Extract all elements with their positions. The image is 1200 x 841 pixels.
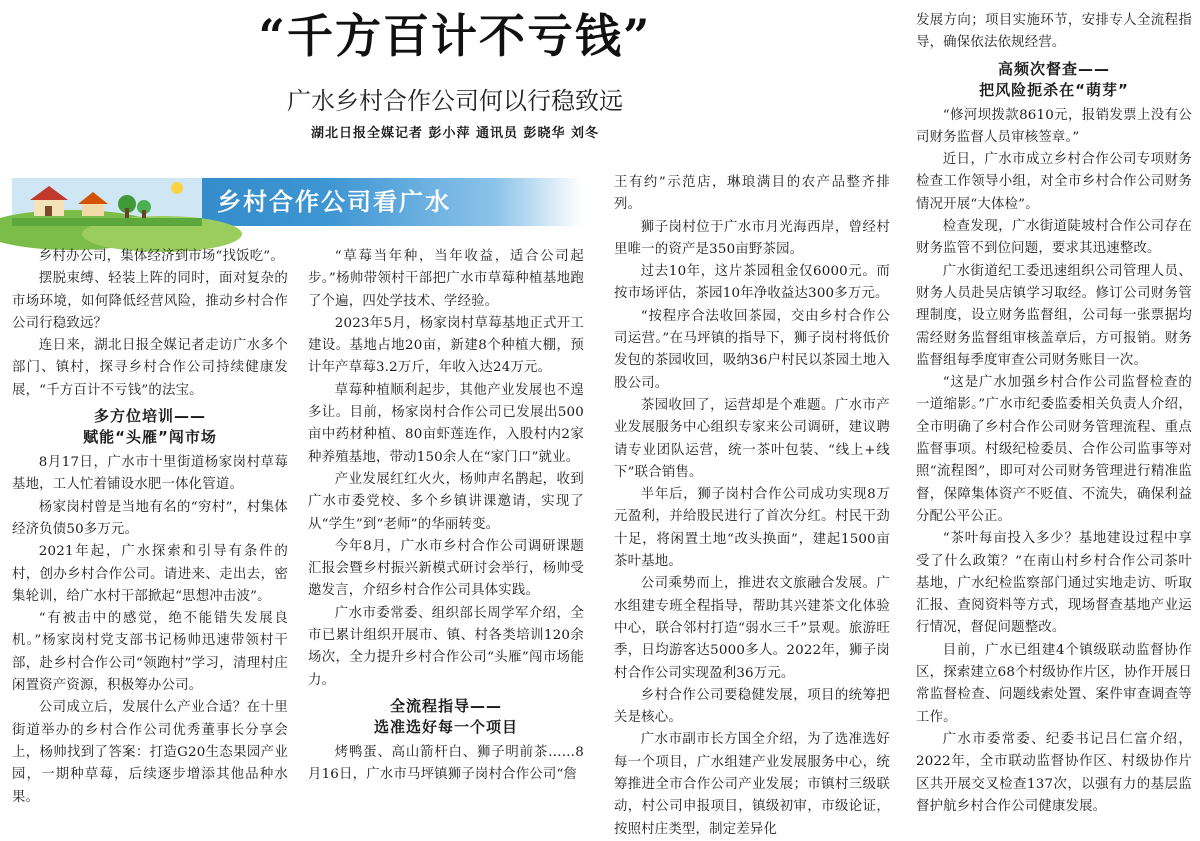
section-heading-guidance: [308, 696, 584, 738]
paragraph: 乡村办公司，集体经济到市场“找饭吃”。: [38, 249, 284, 264]
paragraph: 半年后，狮子岗村合作公司成功实现8万元盈利，并给股民进行了首次分红。村民干劲十足，将闲置土地“改头换面”，建起1500亩茶叶基地。: [614, 487, 890, 570]
paragraph: 检查发现，广水街道陡坡村合作公司存在财务监管不到位问题，要求其迅速整改。: [916, 219, 1192, 257]
paragraph: 公司乘势而上，推进农文旅融合发展。广水组建专班全程指导，帮助其兴建茶文化体验中心，联合邻村打造“弱水三千”景观。旅游旺季，日均游客达5000多人。2022年，狮子岗村合作公司实现盈利36万元。: [614, 576, 890, 681]
paragraph: 今年8月，广水市乡村合作公司调研课题汇报会暨乡村振兴新模式研讨会举行，杨帅受邀发言，介绍乡村合作公司具体实践。: [308, 538, 584, 599]
headline-subtitle: 广水乡村合作公司何以行稳致远: [287, 87, 623, 115]
article-column-1: [12, 246, 288, 805]
section-banner: [12, 178, 582, 226]
section-heading-line: 全流程指导——: [389, 696, 502, 715]
paragraph: 广水市委常委、纪委书记吕仁富介绍，2022年，全市联动监督协作区、村级协作片区共开展交叉检查137次，以强有力的基层监督护航乡村合作公司健康发展。: [916, 731, 1192, 814]
paragraph: “这是广水加强乡村合作公司监督检查的一道缩影。”广水市纪委监委相关负责人介绍，全市明确了乡村合作公司财务管理流程、重点监督事项。村级纪检委员、合作公司监事等对照“流程图”，即可对公司财务管理进行精准监督，保障集体资产不贬值、不流失，确保利益分配公平公正。: [916, 375, 1192, 524]
paragraph: 狮子岗村位于广水市月光海西岸，曾经村里唯一的资产是350亩野茶园。: [614, 219, 890, 257]
paragraph: 广水街道纪工委迅速组织公司管理人员、财务人员赴吴店镇学习取经。修订公司财务管理制度，设立财务监督组，公司每一张票据均需经财务监督组审核盖章后，方可报销。财务监督组每季度审查公司财务账目一次。: [916, 263, 1192, 368]
paragraph: “按程序合法收回茶园，交由乡村合作公司运营。”在马坪镇的指导下，狮子岗村将低价发包的茶园收回，吸纳36户村民以茶园土地入股公司。: [614, 308, 890, 391]
paragraph: 杨家岗村曾是当地有名的“穷村”，村集体经济负债50多万元。: [12, 499, 288, 537]
paragraph: 近日，广水市成立乡村合作公司专项财务检查工作领导小组，对全市乡村合作公司财务情况开展“大体检”。: [916, 152, 1192, 212]
paragraph: 草莓种植顺利起步，其他产业发展也不遑多让。目前，杨家岗村合作公司已发展出500亩中药材种植、80亩虾莲连作，入股村内2家种养殖基地，带动150余人在“家门口”就业。: [308, 382, 584, 465]
section-heading-line: 把风险扼杀在“萌芽”: [979, 80, 1129, 99]
paragraph: 乡村合作公司要稳健发展，项目的统筹把关是核心。: [614, 687, 890, 726]
article-column-4: [916, 10, 1192, 814]
byline: 湖北日报全媒记者 彭小萍 通讯员 彭晓华 刘冬: [310, 126, 600, 141]
section-heading-supervision: [916, 59, 1192, 101]
paragraph: 产业发展红红火火，杨帅声名鹊起，收到广水市委党校、多个乡镇讲课邀请，实现了从“学生”到“老师”的华丽转变。: [308, 471, 584, 532]
paragraph: 8月17日，广水市十里街道杨家岗村草莓基地，工人忙着铺设水肥一体化管道。: [12, 455, 288, 493]
paragraph: “有被击中的感觉，绝不能错失发展良机。”杨家岗村党支部书记杨帅迅速带领村干部，赴乡村合作公司“领跑村”学习，清理村庄闲置资产资源，积极筹办公司。: [12, 611, 288, 694]
section-heading-line: 选准选好每一个项目: [373, 717, 518, 736]
paragraph: 2021年起，广水探索和引导有条件的村，创办乡村合作公司。请进来、走出去，密集轮训，给广水村干部掀起“思想冲击波”。: [12, 544, 288, 604]
headline-title: “千方百计不亏钱”: [258, 9, 652, 63]
paragraph: 广水市副市长方国全介绍，为了选准选好每一个项目，广水组建产业发展服务中心，统筹推进全市合作公司产业发展；市镇村三级联动，村公司申报项目，镇级初审，市级论证，按照村庄类型，制定差异化: [614, 732, 890, 837]
paragraph: “茶叶每亩投入多少？基地建设过程中享受了什么政策？”在南山村乡村合作公司茶叶基地，广水纪检监察部门通过实地走访、听取汇报、查阅资料等方式，现场督查基地产业运行情况，督促问题整改。: [916, 531, 1192, 636]
section-heading-line: 多方位培训——: [93, 407, 206, 426]
paragraph: 目前，广水已组建4个镇级联动监督协作区，探索建立68个村级协作片区，协作开展日常监督检查、问题线索处置、案件审查调查等工作。: [916, 642, 1192, 725]
paragraph: 连日来，湖北日报全媒记者走访广水多个部门、镇村，探寻乡村合作公司持续健康发展，“千方百计不亏钱”的法宝。: [12, 338, 288, 398]
banner-label: 乡村合作公司看广水: [217, 188, 451, 216]
article-column-3: [614, 172, 890, 837]
section-heading-line: 赋能“头雁”闯市场: [83, 428, 217, 447]
paragraph: 过去10年，这片茶园租金仅6000元。而按市场评估，茶园10年净收益达300多万元。: [614, 264, 890, 302]
article-column-2: [308, 246, 584, 783]
paragraph: 广水市委常委、组织部长周学军介绍，全市已累计组织开展市、镇、村各类培训120余场次，全力提升乡村合作公司“头雁”闯市场能力。: [308, 605, 584, 688]
paragraph: 茶园收回了，运营却是个难题。广水市产业发展服务中心组织专家来公司调研，建议聘请专业团队运营，统一茶叶包装、“线上+线下”联合销售。: [614, 397, 890, 480]
paragraph: “修河坝拨款8610元，报销发票上没有公司财务监督人员审核签章。”: [916, 107, 1192, 145]
paragraph: 烤鸭蛋、高山箭杆白、狮子明前茶……8月16日，广水市马坪镇狮子岗村合作公司“詹: [308, 744, 584, 783]
paragraph: “草莓当年种，当年收益，适合公司起步。”杨帅带领村干部把广水市草莓种植基地跑了个遍，四处学技术、学经验。: [308, 249, 584, 309]
paragraph: 2023年5月，杨家岗村草莓基地正式开工建设。基地占地20亩，新建8个种植大棚，预计年产草莓3.2万斤，年收入达24万元。: [308, 315, 584, 376]
paragraph: 发展方向；项目实施环节，安排专人全流程指导，确保依法依规经营。: [916, 13, 1192, 51]
paragraph: 王有约”示范店，琳琅满目的农产品整齐排列。: [614, 175, 890, 213]
paragraph: 摆脱束缚、轻装上阵的同时，面对复杂的市场环境，如何降低经营风险，推动乡村合作公司行稳致远？: [12, 271, 288, 331]
farm-illustration-icon: [12, 178, 202, 226]
paragraph: 公司成立后，发展什么产业合适？在十里街道举办的乡村合作公司优秀董事长分享会上，杨帅找到了答案：打造G20生态果园产业园，一期种草莓，后续逐步增添其他品种水果。: [12, 700, 288, 805]
section-heading-line: 高频次督查——: [997, 59, 1110, 78]
section-heading-training: [12, 406, 288, 448]
